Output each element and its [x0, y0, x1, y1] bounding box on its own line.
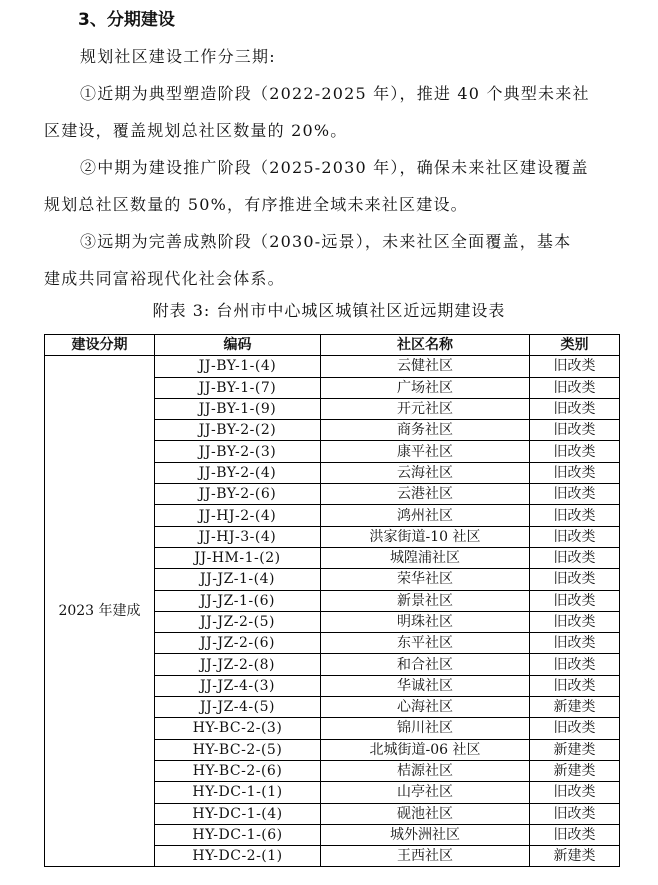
phase-3-line-1: ③远期为完善成熟阶段（2030-远景），未来社区全面覆盖，基本	[80, 232, 572, 251]
code-cell: JJ-JZ-2-(8)	[155, 654, 321, 675]
header-code: 编码	[155, 335, 321, 356]
community-name-cell: 云港社区	[321, 484, 530, 505]
community-name-cell: 康平社区	[321, 441, 530, 462]
community-name-cell: 洪家街道-10 社区	[321, 526, 530, 547]
community-name-cell: 开元社区	[321, 398, 530, 419]
community-name-cell: 锦川社区	[321, 718, 530, 739]
community-name-cell: 北城街道-06 社区	[321, 739, 530, 760]
category-cell: 旧改类	[530, 484, 620, 505]
code-cell: HY-DC-1-(4)	[155, 803, 321, 824]
phase-3-line-2: 建成共同富裕现代化社会体系。	[44, 269, 285, 288]
code-cell: JJ-JZ-4-(3)	[155, 675, 321, 696]
community-name-cell: 王西社区	[321, 846, 530, 867]
table-body	[45, 356, 620, 867]
code-cell: JJ-BY-1-(7)	[155, 377, 321, 398]
code-cell: JJ-JZ-2-(5)	[155, 611, 321, 632]
community-name-cell: 砚池社区	[321, 803, 530, 824]
community-name-cell: 东平社区	[321, 633, 530, 654]
code-cell: HY-BC-2-(5)	[155, 739, 321, 760]
category-cell: 旧改类	[530, 505, 620, 526]
code-cell: JJ-BY-2-(4)	[155, 462, 321, 483]
community-name-cell: 广场社区	[321, 377, 530, 398]
construction-schedule-table	[44, 334, 620, 867]
code-cell: HY-BC-2-(6)	[155, 760, 321, 781]
table-caption: 附表 3: 台州市中心城区城镇社区近远期建设表	[152, 301, 506, 320]
category-cell: 旧改类	[530, 377, 620, 398]
category-cell: 新建类	[530, 739, 620, 760]
table-row	[45, 356, 620, 377]
header-community-name: 社区名称	[321, 335, 530, 356]
category-cell: 旧改类	[530, 356, 620, 377]
category-cell: 新建类	[530, 760, 620, 781]
code-cell: JJ-HJ-3-(4)	[155, 526, 321, 547]
community-name-cell: 桔源社区	[321, 760, 530, 781]
category-cell: 旧改类	[530, 718, 620, 739]
category-cell: 旧改类	[530, 526, 620, 547]
community-name-cell: 鸿州社区	[321, 505, 530, 526]
community-name-cell: 城隍浦社区	[321, 547, 530, 568]
category-cell: 旧改类	[530, 654, 620, 675]
code-cell: JJ-JZ-4-(5)	[155, 697, 321, 718]
community-name-cell: 明珠社区	[321, 611, 530, 632]
phase-group-cell: 2023 年建成	[45, 356, 155, 867]
code-cell: JJ-JZ-2-(6)	[155, 633, 321, 654]
code-cell: JJ-BY-2-(2)	[155, 420, 321, 441]
community-name-cell: 城外洲社区	[321, 824, 530, 845]
category-cell: 旧改类	[530, 633, 620, 654]
community-name-cell: 云海社区	[321, 462, 530, 483]
category-cell: 旧改类	[530, 803, 620, 824]
phase-1-line-2: 区建设，覆盖规划总社区数量的 20%。	[44, 121, 348, 140]
intro-paragraph: 规划社区建设工作分三期:	[80, 47, 276, 66]
community-name-cell: 心海社区	[321, 697, 530, 718]
community-name-cell: 和合社区	[321, 654, 530, 675]
phase-1-line-1: ①近期为典型塑造阶段（2022-2025 年），推进 40 个典型未来社	[80, 84, 590, 103]
category-cell: 旧改类	[530, 547, 620, 568]
code-cell: HY-DC-1-(1)	[155, 782, 321, 803]
community-name-cell: 新景社区	[321, 590, 530, 611]
header-phase: 建设分期	[45, 335, 155, 356]
category-cell: 旧改类	[530, 611, 620, 632]
code-cell: JJ-BY-1-(4)	[155, 356, 321, 377]
phase-2-line-1: ②中期为建设推广阶段（2025-2030 年），确保未来社区建设覆盖	[80, 158, 589, 177]
category-cell: 旧改类	[530, 675, 620, 696]
phase-2-line-2: 规划总社区数量的 50%，有序推进全域未来社区建设。	[44, 195, 468, 214]
category-cell: 旧改类	[530, 569, 620, 590]
category-cell: 新建类	[530, 846, 620, 867]
category-cell: 旧改类	[530, 420, 620, 441]
community-name-cell: 云健社区	[321, 356, 530, 377]
code-cell: JJ-BY-2-(6)	[155, 484, 321, 505]
code-cell: JJ-JZ-1-(4)	[155, 569, 321, 590]
code-cell: JJ-BY-1-(9)	[155, 398, 321, 419]
community-name-cell: 山亭社区	[321, 782, 530, 803]
code-cell: JJ-HJ-2-(4)	[155, 505, 321, 526]
category-cell: 旧改类	[530, 441, 620, 462]
category-cell: 新建类	[530, 697, 620, 718]
community-name-cell: 荣华社区	[321, 569, 530, 590]
community-name-cell: 商务社区	[321, 420, 530, 441]
category-cell: 旧改类	[530, 824, 620, 845]
code-cell: JJ-BY-2-(3)	[155, 441, 321, 462]
section-heading: 3、分期建设	[78, 10, 175, 30]
code-cell: HY-BC-2-(3)	[155, 718, 321, 739]
table-header-row	[45, 335, 620, 356]
header-category: 类别	[530, 335, 620, 356]
code-cell: JJ-JZ-1-(6)	[155, 590, 321, 611]
code-cell: JJ-HM-1-(2)	[155, 547, 321, 568]
category-cell: 旧改类	[530, 462, 620, 483]
community-name-cell: 华诚社区	[321, 675, 530, 696]
category-cell: 旧改类	[530, 398, 620, 419]
category-cell: 旧改类	[530, 590, 620, 611]
code-cell: HY-DC-1-(6)	[155, 824, 321, 845]
category-cell: 旧改类	[530, 782, 620, 803]
code-cell: HY-DC-2-(1)	[155, 846, 321, 867]
